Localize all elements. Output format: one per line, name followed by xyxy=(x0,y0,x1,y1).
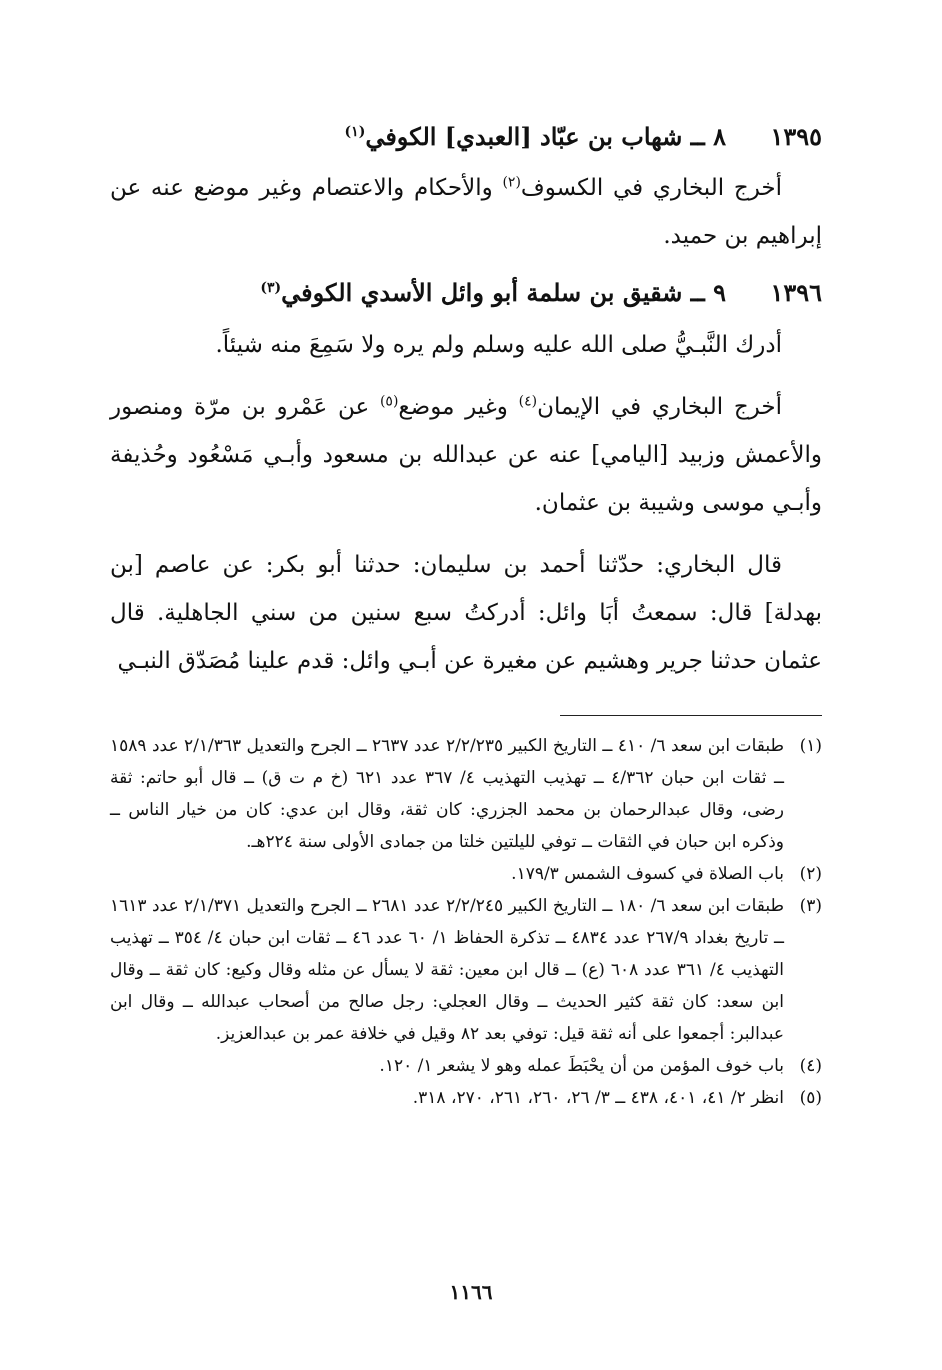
entry-number: ١٣٩٦ xyxy=(770,278,822,308)
footnote-ref: (٢) xyxy=(502,174,521,191)
footnote-number: (١) xyxy=(799,735,822,756)
footnote xyxy=(110,730,822,858)
body-paragraph: أدرك النَّبـيُّ صلى الله عليه وسلم ولم يره ولا سَمِعَ منه شيئاً. xyxy=(215,331,782,358)
entry-number: ١٣٩٥ xyxy=(770,122,822,151)
footnote-ref: (٥) xyxy=(379,393,399,410)
footnote xyxy=(110,1082,822,1114)
document-page xyxy=(110,118,822,1114)
body-paragraph: أخرج البخاري في الإيمان$^{(٤)}$ وغير موضع$^{(٥)}$ عن عَمْرو بن مرّة ومنصور والأعمش وزبيد [اليامي] عنه عن عبدالله بن مسعود وأبـي مَسْعُود وحُذيفة وأبـي موسى وشيبة بن عثمان. xyxy=(110,393,822,516)
entry-heading xyxy=(110,274,822,312)
footnote-text: طبقات ابن سعد ٦/ ٤١٠ ــ التاريخ الكبير ٢/٢/٢٣٥ عدد ٢٦٣٧ ــ الجرح والتعديل ٢/١/٣٦٣ عدد ١٥٨٩ ــ ثقات ابن حبان ٤/٣٦٢ ــ تهذيب التهذيب ٤/ ٣٦٧ عدد ٦٢١ (خ م ت ق) ــ قال أبو حاتم: ثقة رضى، وقال عبدالرحمان بن محمد الجزري: كان ثقة، وقال ابن عدي: كان من خيار الناس ــ وذكره ابن حبان في الثقات ــ توفي لليلتين خلتا من جمادى الأولى سنة ٢٢٤هـ. xyxy=(110,735,785,852)
entry-heading xyxy=(110,118,822,156)
entry-title: ٩ ــ شقيق بن سلمة أبو وائل الأسدي الكوفي xyxy=(281,278,726,308)
entry-title: ٨ ــ شهاب بن عبّاد [العبدي] الكوفي xyxy=(365,122,726,151)
footnote-ref: (١) xyxy=(344,124,366,140)
footnote xyxy=(110,1050,822,1082)
footnote-ref: (٣) xyxy=(260,280,282,297)
page-number: ١١٦٦ xyxy=(449,1280,493,1304)
footnote-text: باب خوف المؤمن من أن يحْبَطَ عمله وهو لا يشعر ١/ ١٢٠. xyxy=(379,1055,784,1076)
footnote-text: انظر ٢/ ٤١، ٤٠١، ٤٣٨ ــ ٣/ ٢٦، ٢٦٠، ٢٦١، ٢٧٠، ٣١٨. xyxy=(412,1087,784,1108)
footnote-number: (٥) xyxy=(799,1087,822,1108)
footnote-text: باب الصلاة في كسوف الشمس ١٧٩/٣. xyxy=(511,863,784,884)
footnote-number: (٢) xyxy=(799,863,822,884)
footnote-number: (٤) xyxy=(799,1055,822,1076)
footnote xyxy=(110,858,822,890)
footnotes xyxy=(110,730,822,1114)
footnote xyxy=(110,890,822,1050)
body-paragraph: قال البخاري: حدّثنا أحمد بن سليمان: حدثنا أبو بكر: عن عاصم [بن بهدلة] قال: سمعتُ أبَا وائل: أدركتُ سبع سنين من سني الجاهلية. قال عثمان حدثنا جرير وهشيم عن مغيرة عن أبـي وائل: قدم علينا مُصَدّق النبـي xyxy=(110,551,822,674)
footnote-text: طبقات ابن سعد ٦/ ١٨٠ ــ التاريخ الكبير ٢/٢/٢٤٥ عدد ٢٦٨١ ــ الجرح والتعديل ٢/١/٣٧١ عدد ١٦١٣ ــ تاريخ بغداد ٢٦٧/٩ عدد ٤٨٣٤ ــ تذكرة الحفاظ ١/ ٦٠ عدد ٤٦ ــ ثقات ابن حبان ٤/ ٣٥٤ ــ تهذيب التهذيب ٤/ ٣٦١ عدد ٦٠٨ (ع) ــ قال ابن معين: ثقة لا يسأل عن مثله وقال وكيع: كان ثقة ــ وقال ابن سعد: كان ثقة كثير الحديث ــ وقال العجلي: رجل صالح من أصحاب عبدالله ــ وقال ابن عبدالبر: أجمعوا على أنه ثقة قيل: توفي بعد ٨٢ وقيل في خلافة عمر بن عبدالعزيز. xyxy=(110,895,785,1044)
footnote-number: (٣) xyxy=(799,895,822,916)
footnote-ref: (٤) xyxy=(518,393,538,410)
footnote-separator xyxy=(560,715,822,716)
body-paragraph: أخرج البخاري في الكسوف$^{(٢)}$ والأحكام والاعتصام وغير موضع عنه عن إبراهيم بن حميد. xyxy=(110,174,822,250)
